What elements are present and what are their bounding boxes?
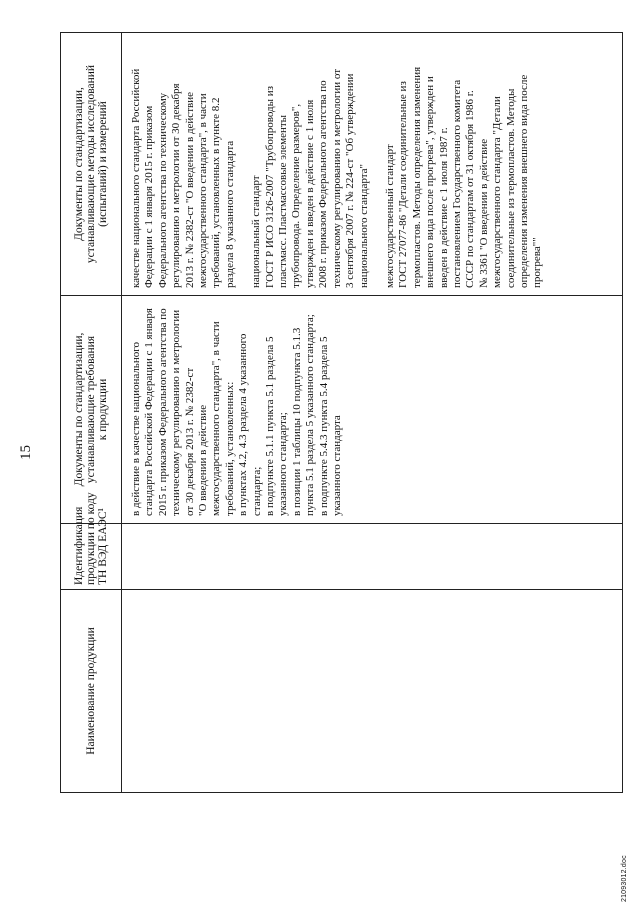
method-blocks — [130, 38, 545, 288]
text-line: качестве национального стандарта Российской — [130, 68, 142, 288]
text-line: стандарта; — [250, 466, 263, 516]
text-line: в позиции 1 таблицы 10 подпункта 5.1.3 — [290, 327, 303, 516]
text-line: ГОСТ Р ИСО 3126-2007 "Трубопроводы из — [263, 86, 276, 288]
text-line: Федерации с 1 января 2015 г. приказом — [143, 105, 156, 288]
text-line: в действие в качестве национального — [130, 342, 142, 516]
document-entry — [130, 301, 345, 516]
text-line: 3 сентября 2007 г. № 224-ст "Об утверждении — [344, 73, 357, 288]
text-line: стандарта Российской Федерации с 1 января — [143, 308, 156, 516]
text-line: к продукции — [97, 378, 109, 441]
header-product-code — [61, 492, 122, 590]
page-number: 15 — [18, 445, 34, 460]
text-line: 2008 г. приказом Федерального агентства по — [317, 80, 330, 288]
text-line: в подпункте 5.4.3 пункта 5.4 раздела 5 — [317, 336, 330, 516]
cell-method-docs — [122, 33, 623, 296]
text-line: постановлением Государственного комитета — [450, 79, 463, 288]
header-requirement-docs — [61, 296, 122, 524]
text-line: Идентификация — [73, 506, 85, 585]
header-lines — [73, 37, 109, 291]
text-line: устанавливающие требования — [85, 335, 97, 484]
file-footer: 21093012.doc — [621, 855, 628, 902]
header-method-docs — [61, 33, 122, 296]
table-row — [122, 33, 623, 793]
text-line: 2013 г. № 2382-ст "О введении в действие — [183, 92, 196, 288]
text-line: (испытаний) и измерений — [97, 101, 109, 227]
document-entry — [130, 38, 237, 288]
text-line: национального стандарта" — [357, 163, 370, 288]
text-line: в подпункте 5.1.1 пункта 5.1 раздела 5 — [264, 336, 277, 516]
text-line: национальный стандарт — [250, 175, 263, 288]
document-entry — [384, 38, 545, 288]
text-line: пластмасс. Пластмассовые элементы — [277, 114, 290, 288]
text-line: регулированию и метрологии от 30 декабря — [170, 83, 183, 288]
header-lines — [85, 594, 97, 788]
text-line: внешнего вида после прогрева", утвержден и — [424, 76, 437, 288]
text-line: межгосударственного стандарта "Детали — [491, 96, 504, 288]
text-line: прогрева"" — [531, 237, 544, 288]
cell-requirement-docs — [122, 296, 623, 524]
text-line: Федерального агентства по техническому — [156, 92, 169, 288]
text-line: Документы по стандартизации, — [73, 87, 85, 241]
text-line: ТН ВЭД ЕАЭС¹ — [97, 508, 109, 585]
text-line: Документы по стандартизации, — [73, 332, 85, 487]
text-line: требований, установленных: — [223, 381, 236, 516]
text-line: 2015 г. приказом Федерального агентства по — [156, 308, 169, 516]
text-line: межгосударственного стандарта", в части — [210, 321, 223, 516]
text-line: № 3361 "О введении в действие — [477, 138, 490, 288]
text-line: продукции по коду — [85, 492, 97, 585]
text-line: межгосударственного стандарта", в части — [197, 93, 210, 288]
text-line: в пунктах 4.2, 4.3 раздела 4 указанного — [237, 333, 250, 516]
header-lines — [73, 492, 109, 585]
text-line: требований, установленных в пункте 8.2 — [210, 97, 223, 288]
text-line: "О введении в действие — [197, 404, 210, 516]
text-line: указанного стандарта; — [277, 412, 290, 516]
text-line: Наименование продукции — [85, 627, 97, 755]
requirement-blocks — [130, 301, 345, 516]
text-line: термопластов. Методы определения изменения — [410, 66, 423, 288]
table-header-row — [61, 33, 122, 793]
text-line: утвержден и введен в действие с 1 июля — [303, 99, 316, 288]
text-line: пункта 5.1 раздела 5 указанного стандарта; — [304, 314, 317, 516]
text-line: техническому регулированию и метрологии — [170, 309, 183, 516]
text-line: указанного стандарта — [331, 415, 344, 516]
text-line: введен в действие с 1 июля 1987 г. — [437, 127, 450, 288]
text-line: соединительные из термопластов. Методы — [504, 88, 517, 288]
document-entry — [250, 38, 371, 288]
text-line: техническому регулированию и метрологии от — [330, 68, 343, 288]
cell-product-code — [122, 524, 623, 590]
text-line: определения изменения внешнего вида после — [517, 74, 530, 288]
text-line: ГОСТ 27077-86 "Детали соединительные из — [397, 81, 410, 288]
header-lines — [73, 300, 109, 519]
cell-product-name — [122, 590, 623, 793]
header-product-name — [61, 590, 122, 793]
standards-table — [60, 32, 623, 793]
text-line: межгосударственный стандарт — [383, 144, 396, 288]
text-line: СССР по стандартам от 31 октября 1986 г. — [464, 90, 477, 288]
text-line: раздела 8 указанного стандарта — [223, 140, 236, 288]
text-line: от 30 декабря 2013 г. № 2382-ст — [183, 367, 196, 516]
text-line: устанавливающие методы исследований — [85, 64, 97, 264]
text-line: трубопровода. Определение размеров", — [290, 103, 303, 288]
